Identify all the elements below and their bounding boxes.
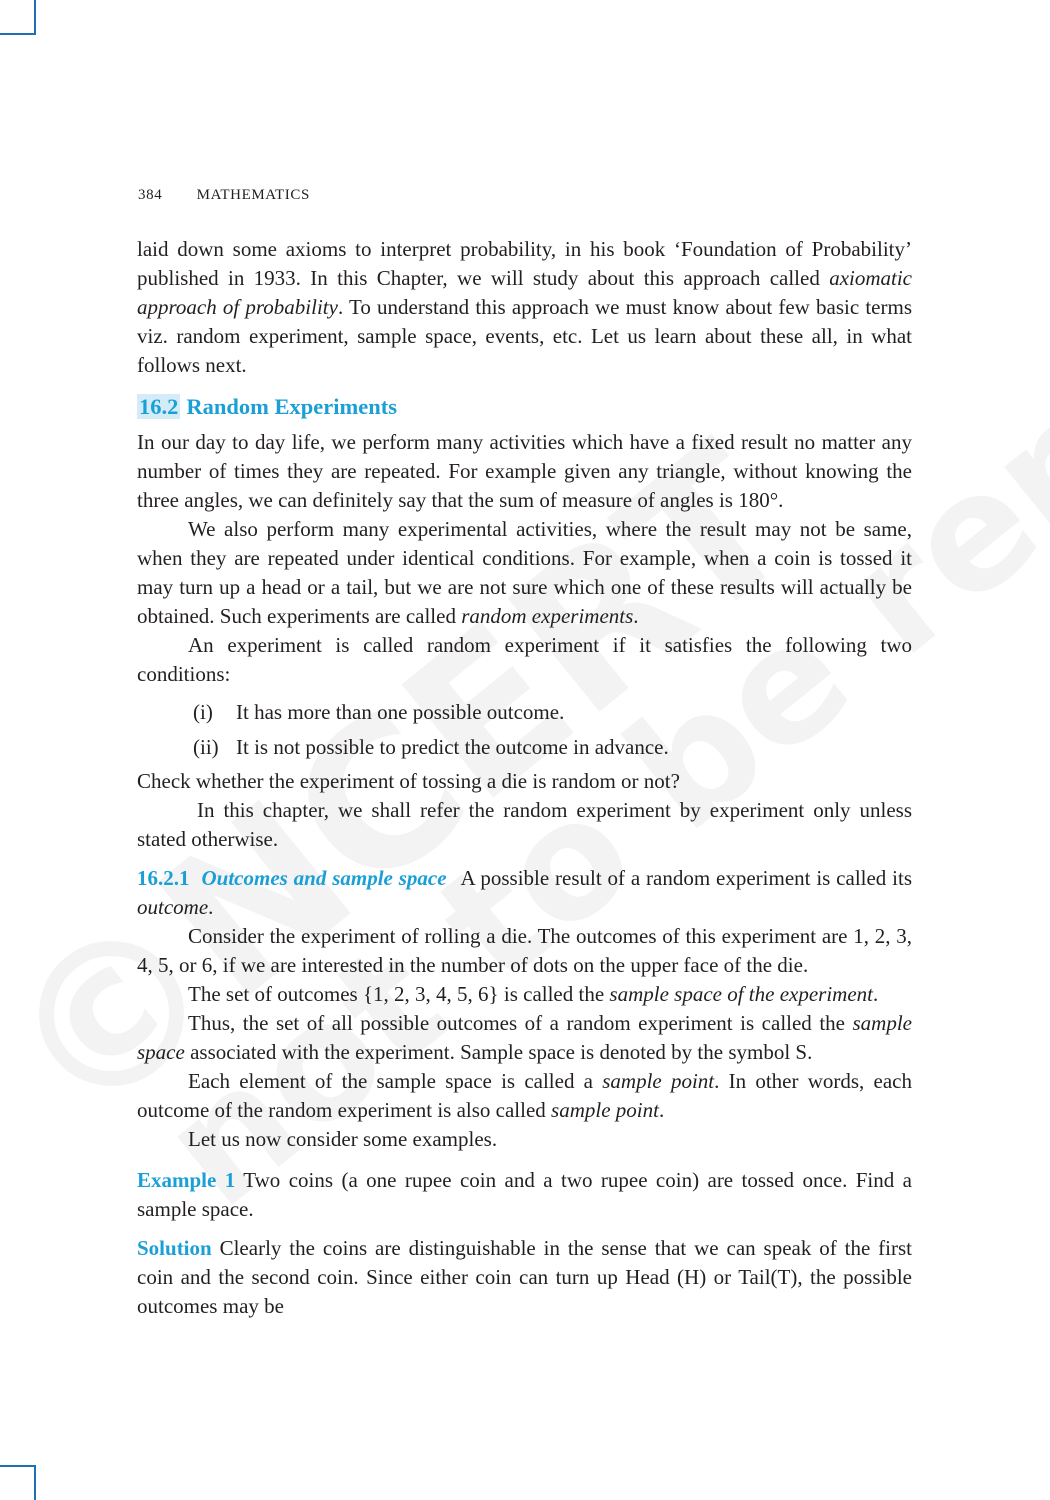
term-sample-point-2: sample point	[551, 1098, 659, 1122]
example-1: Example 1 Two coins (a one rupee coin and a two rupee coin) are tossed once. Find a sample space.	[137, 1168, 912, 1221]
section-paragraph-2: We also perform many experimental activities, where the result may not be same, when they are repeated under identical conditions. For example, when a coin is tossed it may turn up a head or a tail, but we are not sure which one of these results will actually be obtained. Such experiments are called random experiments.	[137, 517, 912, 628]
subsection-paragraph-4: Thus, the set of all possible outcomes of a random experiment is called the sample space associated with the experiment. Sample space is denoted by the symbol S.	[137, 1011, 912, 1064]
running-title: MATHEMATICS	[196, 187, 310, 203]
section-title: Random Experiments	[186, 394, 398, 419]
subsection-paragraph-3: The set of outcomes {1, 2, 3, 4, 5, 6} is called the sample space of the experiment.	[188, 982, 879, 1006]
condition-item: (i) It has more than one possible outcome.	[193, 700, 565, 724]
crop-mark-bottom-vertical	[34, 1465, 36, 1500]
solution-paragraph: Solution Clearly the coins are distinguishable in the sense that we can speak of the first coin and the second coin. Since either coin can turn up Head (H) or Tail(T), the possible outcomes may be	[137, 1236, 912, 1318]
intro-paragraph: laid down some axioms to interpret probability, in his book ‘Foundation of Probability’ published in 1933. In this Chapter, we will study about this approach called axiomatic approach of probability. To understand this approach we must know about few basic terms viz. random experiment, sample space, events, etc. Let us learn about these all, in what follows next.	[137, 237, 912, 377]
page-body	[137, 235, 912, 1321]
subsection-paragraph-2: Consider the experiment of rolling a die. The outcomes of this experiment are 1, 2, 3, 4, 5, or 6, if we are interested in the number of dots on the upper face of the die.	[137, 924, 912, 977]
term-sample-space: sample space	[137, 1011, 912, 1064]
crop-mark-top-vertical	[34, 0, 36, 35]
subsection-paragraph-5: Each element of the sample space is called a sample point. In other words, each outcome of the random experiment is also called sample point.	[137, 1069, 912, 1122]
section-paragraph-5: In this chapter, we shall refer the random experiment by experiment only unless stated otherwise.	[137, 798, 912, 851]
conditions-list	[193, 695, 912, 765]
solution-label: Solution	[137, 1236, 212, 1260]
section-paragraph-3: An experiment is called random experiment if it satisfies the following two conditions:	[137, 633, 912, 686]
section-paragraph-1: In our day to day life, we perform many activities which have a fixed result no matter any number of times they are repeated. For example given any triangle, without knowing the three angles, we can definitely say that the sum of measure of angles is 180°.	[137, 430, 912, 512]
crop-mark-bottom-horizontal	[0, 1465, 35, 1467]
example-label: Example 1	[137, 1168, 236, 1192]
term-axiomatic-approach: axiomatic approach of probability	[137, 266, 912, 319]
subsection-number: 16.2.1	[137, 866, 190, 890]
subsection-paragraph-1: 16.2.1 Outcomes and sample space A possible result of a random experiment is called its outcome.	[137, 866, 912, 919]
crop-mark-top-horizontal	[0, 33, 35, 35]
section-number: 16.2	[139, 394, 179, 419]
subsection-paragraph-6: Let us now consider some examples.	[188, 1127, 498, 1151]
subsection-title: Outcomes and sample space	[201, 866, 447, 890]
running-header	[138, 187, 310, 204]
term-sample-point: sample point	[602, 1069, 715, 1093]
page-number: 384	[138, 187, 163, 203]
section-heading	[137, 392, 912, 421]
term-random-experiments: random experiments	[461, 604, 634, 628]
section-paragraph-4: Check whether the experiment of tossing a die is random or not?	[137, 769, 680, 793]
condition-item: (ii) It is not possible to predict the outcome in advance.	[193, 735, 669, 759]
term-sample-space-of-experiment: sample space of the experiment	[609, 982, 873, 1006]
term-outcome: outcome	[137, 895, 209, 919]
